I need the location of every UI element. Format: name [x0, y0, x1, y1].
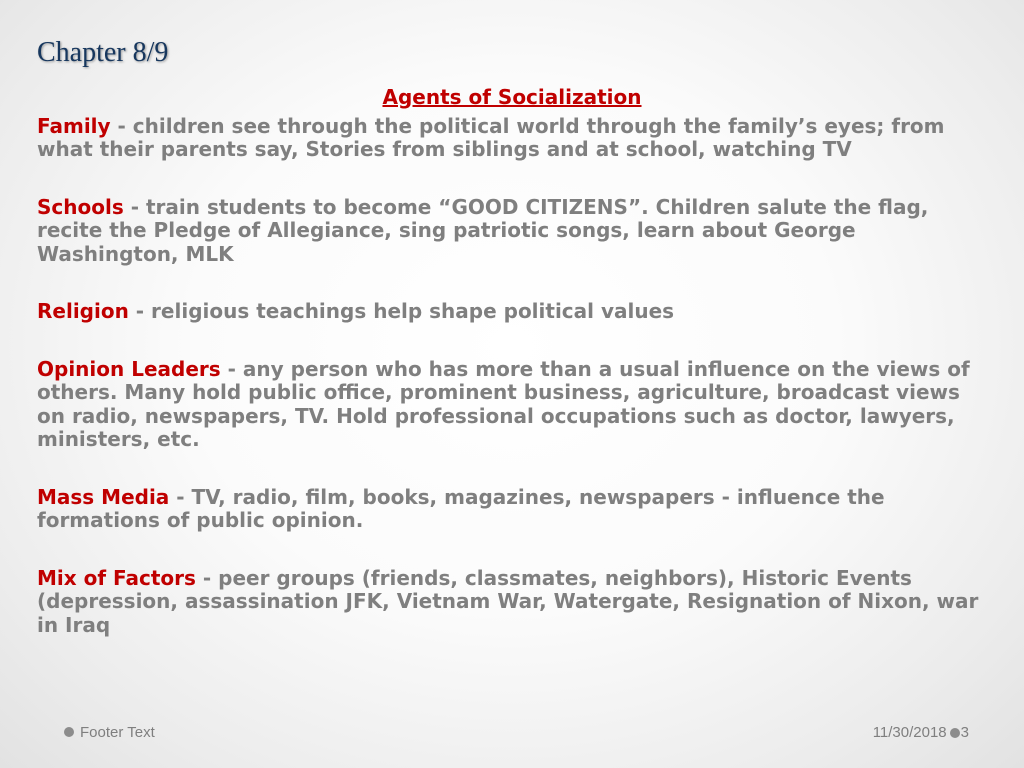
- agent-term: Schools: [37, 194, 124, 219]
- agent-term: Mix of Factors: [37, 565, 196, 590]
- footer-date: 11/30/2018: [872, 724, 947, 741]
- slide-title: Chapter 8/9: [37, 37, 169, 68]
- agent-religion: [37, 300, 987, 324]
- footer-bullet-icon: [950, 728, 960, 738]
- agent-term: Family: [37, 113, 111, 138]
- agent-term: Mass Media: [37, 484, 170, 509]
- agent-term: Religion: [37, 299, 129, 323]
- footer-bullet-icon: [64, 727, 74, 737]
- agent-mix-of-factors: [37, 567, 987, 638]
- agent-description: - any person who has more than a usual influence on the views of others. Many hold public office, prominent business, agriculture, broadcast views on radio, newspapers, TV. Hold professional occupations such as doctor, lawyers, ministers, etc.: [37, 356, 970, 451]
- footer-right: [873, 723, 969, 743]
- slide-content: [37, 86, 987, 671]
- agent-term: Opinion Leaders: [37, 356, 221, 381]
- agent-mass-media: [37, 486, 987, 533]
- agent-description: - peer groups (friends, classmates, neighbors), Historic Events (depression, assassination JFK, Vietnam War, Watergate, Resignation of Nixon, war in Iraq: [37, 565, 979, 637]
- footer-left: [64, 723, 155, 743]
- agent-family: [37, 115, 987, 162]
- slide-subtitle: Agents of Socialization: [382, 85, 642, 109]
- agent-schools: [37, 196, 987, 267]
- agent-description: - train students to become “GOOD CITIZENS”. Children salute the flag, recite the Pledge of Allegiance, sing patriotic songs, learn about George Washington, MLK: [37, 194, 929, 266]
- footer-text: Footer Text: [80, 724, 155, 741]
- agent-description: - TV, radio, film, books, magazines, newspapers - influence the formations of public opinion.: [37, 484, 885, 532]
- agent-description: - children see through the political world through the family’s eyes; from what their parents say, Stories from siblings and at school, watching TV: [37, 113, 945, 161]
- agent-description: - religious teachings help shape political values: [128, 299, 675, 323]
- slide-number: 3: [960, 724, 969, 741]
- agent-opinion-leaders: [37, 358, 987, 452]
